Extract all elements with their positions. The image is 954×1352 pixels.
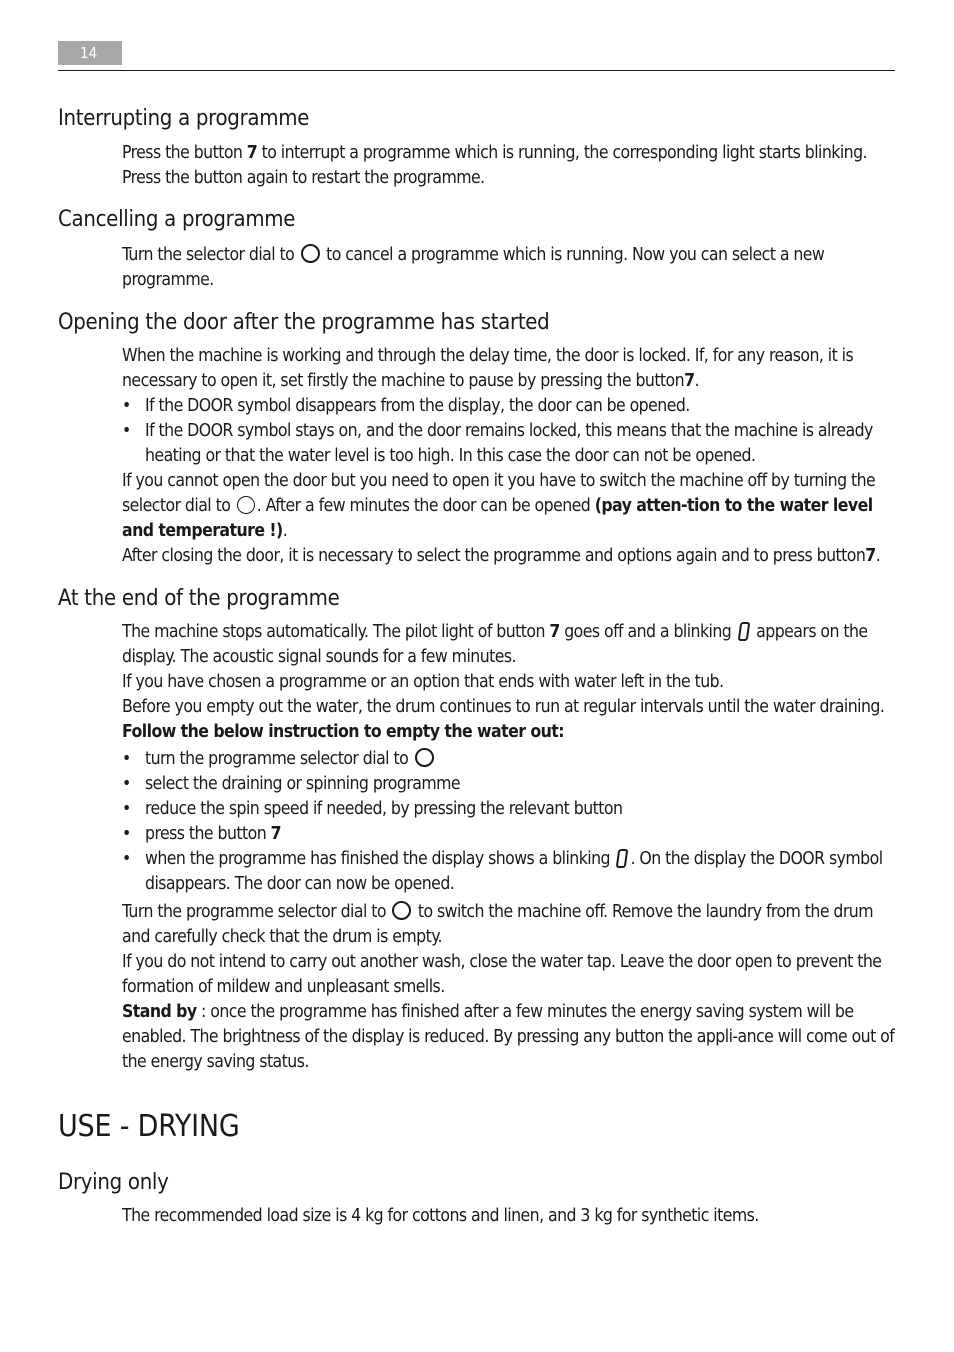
paragraph: The recommended load size is 4 kg for cottons and linen, and 3 kg for synthetic items.: [122, 1206, 759, 1226]
paragraph: Turn the selector dial to to cancel a programme which is running. Now you can select a new programme.: [122, 245, 825, 290]
off-dial-icon: [392, 901, 411, 920]
section-interrupting: [58, 101, 896, 191]
paragraph: If you have chosen a programme or an option that ends with water left in the tub.: [122, 672, 724, 692]
heading-interrupting: Interrupting a programme: [58, 106, 310, 131]
bullet-list: [122, 394, 896, 469]
section-cancelling: [58, 202, 896, 293]
paragraph: If you cannot open the door but you need to open it you have to switch the machine off by turning the selector dial to . After a few minutes the door can be opened (pay atten-tion to the water level and temperature !).: [122, 471, 876, 541]
header-rule: [58, 70, 895, 71]
heading-end-of-programme: At the end of the programme: [58, 586, 340, 611]
list-item: • reduce the spin speed if needed, by pressing the relevant button: [122, 797, 896, 822]
section-end-of-programme: [58, 581, 896, 1075]
list-item: • select the draining or spinning programme: [122, 772, 896, 797]
instruction-heading: Follow the below instruction to empty the water out:: [122, 722, 565, 742]
list-item: • turn the programme selector dial to: [122, 747, 896, 772]
paragraph: Before you empty out the water, the drum continues to run at regular intervals until the water draining.: [122, 697, 885, 717]
stand-by-label: Stand by: [122, 1002, 197, 1022]
list-item: • If the DOOR symbol stays on, and the door remains locked, this means that the machine is already heating or that the water level is too high. In this case the door can not be opened.: [122, 419, 896, 469]
off-dial-icon: [237, 496, 255, 514]
section-use-drying: [58, 1107, 896, 1229]
off-dial-icon: [415, 748, 434, 767]
page-content: [58, 101, 896, 1229]
page-number: 14: [58, 41, 122, 65]
paragraph: After closing the door, it is necessary to select the programme and options again and to press button7.: [122, 546, 881, 566]
paragraph: Stand by : once the programme has finished after a few minutes the energy saving system will be enabled. The brightness of the display is reduced. By pressing any button the appli-ance will come out of the energy saving status.: [122, 1002, 895, 1072]
paragraph: Turn the programme selector dial to to switch the machine off. Remove the laundry from the drum and carefully check that the drum is empty.: [122, 902, 874, 947]
blinking-zero-display-icon: [616, 849, 629, 868]
list-item: • when the programme has finished the display shows a blinking . On the display the DOOR symbol disappears. The door can now be opened.: [122, 847, 896, 897]
blinking-zero-display-icon: [737, 622, 750, 641]
heading-cancelling: Cancelling a programme: [58, 207, 296, 232]
paragraph: When the machine is working and through the delay time, the door is locked. If, for any reason, it is necessary to open it, set firstly the machine to pause by pressing the button7.: [122, 346, 854, 391]
paragraph: If you do not intend to carry out another wash, close the water tap. Leave the door open to prevent the formation of mildew and unpleasant smells.: [122, 952, 882, 997]
button-number: 7: [246, 143, 258, 163]
list-item: • If the DOOR symbol disappears from the display, the door can be opened.: [122, 394, 896, 419]
off-dial-icon: [301, 244, 320, 263]
paragraph: Press the button 7 to interrupt a programme which is running, the corresponding light starts blinking. Press the button again to restart the programme.: [122, 143, 867, 188]
heading-opening-door: Opening the door after the programme has started: [58, 310, 550, 335]
paragraph: The machine stops automatically. The pilot light of button 7 goes off and a blinking appears on the display. The acoustic signal sounds for a few minutes.: [122, 622, 868, 667]
heading-use-drying: USE - DRYING: [58, 1109, 240, 1144]
heading-drying-only: Drying only: [58, 1170, 169, 1195]
section-opening-door: [58, 305, 896, 569]
bullet-list: [122, 747, 896, 897]
list-item: • press the button 7: [122, 822, 896, 847]
